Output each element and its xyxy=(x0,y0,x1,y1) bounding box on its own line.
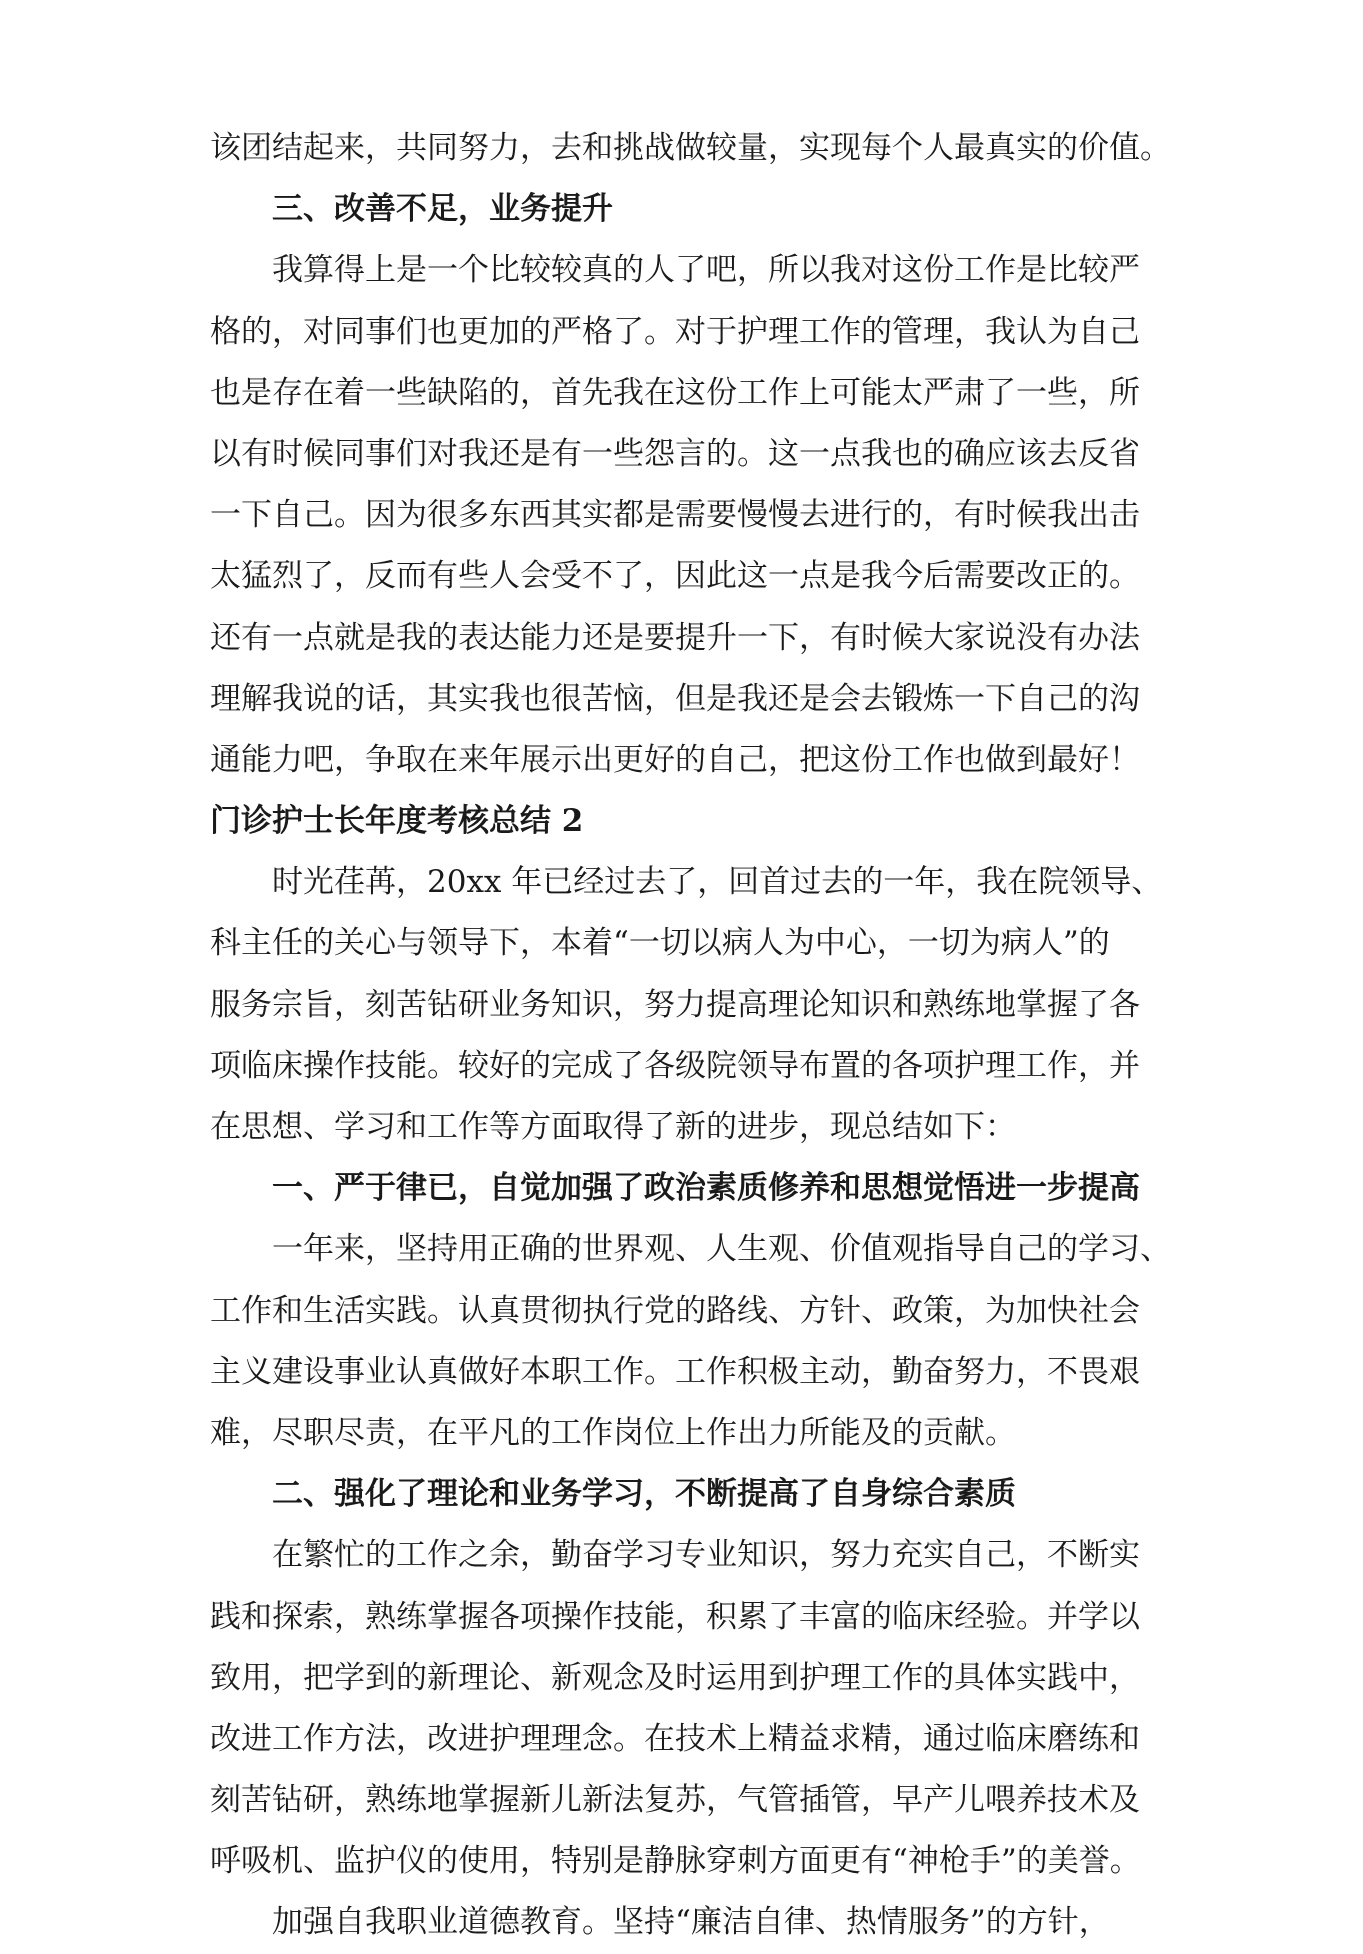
paragraph-line: 改进工作方法，改进护理理念。在技术上精益求精，通过临床磨练和 xyxy=(210,1720,1140,1757)
section-heading: 一、严于律已，自觉加强了政治素质修养和思想觉悟进一步提高 xyxy=(272,1170,1140,1207)
paragraph-line: 格的，对同事们也更加的严格了。对于护理工作的管理，我认为自己 xyxy=(210,313,1140,350)
section-heading: 门诊护士长年度考核总结 2 xyxy=(210,803,584,840)
paragraph-line: 服务宗旨，刻苦钻研业务知识，努力提高理论知识和熟练地掌握了各 xyxy=(210,986,1140,1023)
paragraph-line: 呼吸机、监护仪的使用，特别是静脉穿刺方面更有“神枪手”的美誉。 xyxy=(210,1843,1141,1880)
paragraph-line: 致用，把学到的新理论、新观念及时运用到护理工作的具体实践中， xyxy=(210,1659,1140,1696)
paragraph-line: 难，尽职尽责，在平凡的工作岗位上作出力所能及的贡献。 xyxy=(210,1414,1016,1451)
paragraph-line: 通能力吧，争取在来年展示出更好的自己，把这份工作也做到最好！ xyxy=(210,741,1140,778)
paragraph-line: 一年来，坚持用正确的世界观、人生观、价值观指导自己的学习、 xyxy=(272,1231,1171,1268)
paragraph-line: 在思想、学习和工作等方面取得了新的进步，现总结如下： xyxy=(210,1109,1016,1145)
paragraph-line: 该团结起来，共同努力，去和挑战做较量，实现每个人最真实的价值。 xyxy=(210,130,1171,166)
paragraph-line: 刻苦钻研，熟练地掌握新儿新法复苏，气管插管，早产儿喂养技术及 xyxy=(210,1782,1140,1819)
paragraph-line: 科主任的关心与领导下，本着“一切以病人为中心，一切为病人”的 xyxy=(210,925,1110,962)
paragraph-line: 主义建设事业认真做好本职工作。工作积极主动，勤奋努力，不畏艰 xyxy=(210,1353,1140,1390)
paragraph-line: 时光荏苒，20xx 年已经过去了，回首过去的一年，我在院领导、 xyxy=(272,864,1163,901)
paragraph-line: 加强自我职业道德教育。坚持“廉洁自律、热情服务”的方针， xyxy=(272,1904,1110,1941)
paragraph-line: 以有时候同事们对我还是有一些怨言的。这一点我也的确应该去反省 xyxy=(210,435,1140,472)
paragraph-line: 项临床操作技能。较好的完成了各级院领导布置的各项护理工作，并 xyxy=(210,1047,1140,1084)
paragraph-line: 还有一点就是我的表达能力还是要提升一下，有时候大家说没有办法 xyxy=(210,619,1140,656)
paragraph-line: 太猛烈了，反而有些人会受不了，因此这一点是我今后需要改正的。 xyxy=(210,558,1140,595)
section-heading: 二、强化了理论和业务学习，不断提高了自身综合素质 xyxy=(272,1476,1016,1513)
paragraph-line: 践和探索，熟练掌握各项操作技能，积累了丰富的临床经验。并学以 xyxy=(210,1598,1140,1635)
paragraph-line: 工作和生活实践。认真贯彻执行党的路线、方针、政策，为加快社会 xyxy=(210,1292,1140,1329)
paragraph-line: 理解我说的话，其实我也很苦恼，但是我还是会去锻炼一下自己的沟 xyxy=(210,680,1140,717)
paragraph-line: 我算得上是一个比较较真的人了吧，所以我对这份工作是比较严 xyxy=(272,252,1140,289)
section-heading: 三、改善不足，业务提升 xyxy=(272,191,613,228)
document-page xyxy=(210,118,1171,1954)
paragraph-line: 在繁忙的工作之余，勤奋学习专业知识，努力充实自己，不断实 xyxy=(272,1537,1140,1574)
paragraph-line: 也是存在着一些缺陷的，首先我在这份工作上可能太严肃了一些，所 xyxy=(210,374,1140,411)
paragraph-line: 一下自己。因为很多东西其实都是需要慢慢去进行的，有时候我出击 xyxy=(210,497,1140,534)
